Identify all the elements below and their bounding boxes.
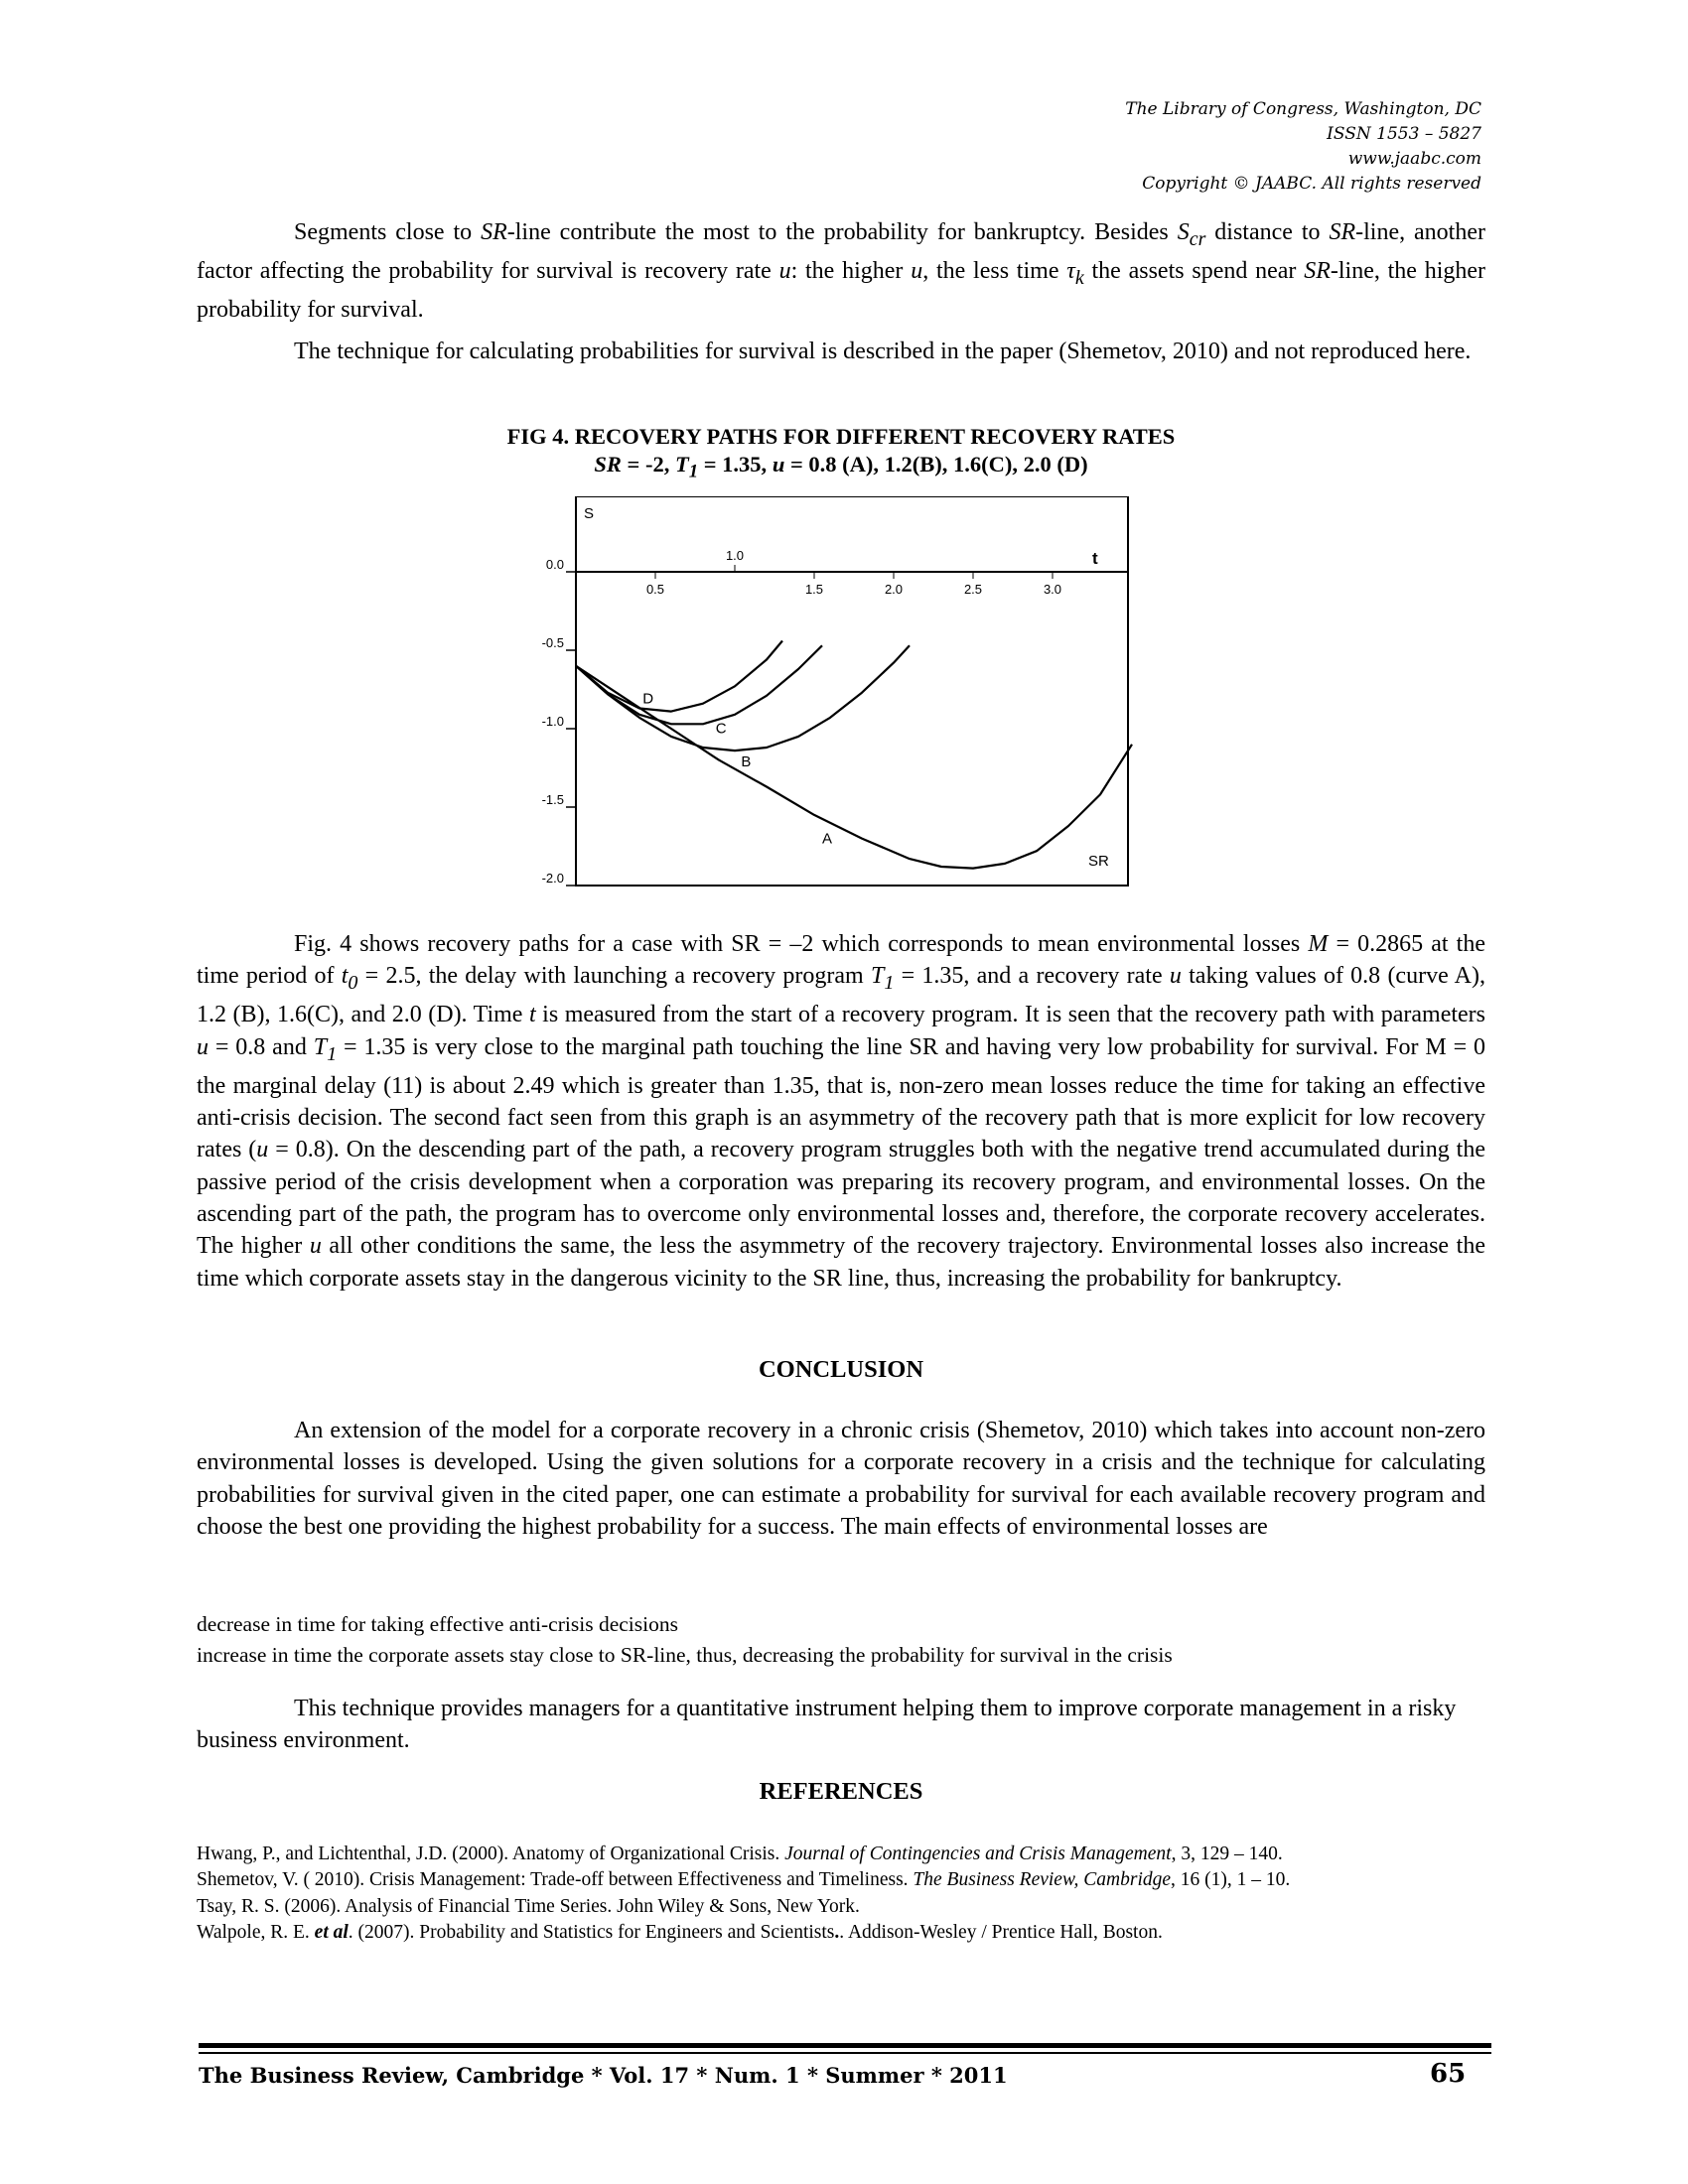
y-tick-label: -1.0 (541, 714, 564, 729)
conclusion-heading: CONCLUSION (758, 1356, 924, 1383)
reference-tsay: Tsay, R. S. (2006). Analysis of Financial Time Series. John Wiley & Sons, New York. (197, 1895, 860, 1917)
header-library: The Library of Congress, Washington, DC (1125, 99, 1481, 119)
y-tick-label: -2.0 (541, 871, 564, 886)
recovery-paths-chart (536, 496, 1152, 893)
references-heading: REFERENCES (759, 1778, 923, 1805)
closing-paragraph: This technique provides managers for a quantitative instrument helping them to improve corporate management in a risky business environment. (197, 1696, 1457, 1754)
reference-walpole: Walpole, R. E. et al. (2007). Probability and Statistics for Engineers and Scientists.. Addison-Wesley / Prentice Hall, Boston. (197, 1921, 1163, 1943)
curve-label-c: C (715, 720, 727, 738)
footer-journal: The Business Review, Cambridge * Vol. 17 * Num. 1 * Summer * 2011 (199, 2063, 1008, 2088)
page-number: 65 (1430, 2059, 1467, 2089)
references-list (197, 1842, 1487, 1946)
x-tick-label: 0.5 (645, 582, 665, 597)
x-tick-label: 2.0 (884, 582, 904, 597)
curve-c (576, 645, 822, 724)
curve-label-b: B (741, 752, 752, 770)
curve-a (576, 666, 1132, 869)
curve-d (576, 641, 782, 712)
x-tick-label-above: 1.0 (725, 548, 745, 563)
figure-caption: FIG 4. RECOVERY PATHS FOR DIFFERENT RECOVERY RATES (506, 424, 1176, 449)
effect-item-2: increase in time the corporate assets stay close to SR-line, thus, decreasing the probability for survival in the crisis (197, 1643, 1173, 1667)
y-tick-label: -1.5 (541, 792, 564, 807)
running-header (1125, 97, 1481, 197)
intro-paragraph-2: The technique for calculating probabilities for survival is described in the paper (Shemetov, 2010) and not reproduced here. (294, 339, 1472, 364)
sr-line-label: SR (1088, 853, 1109, 870)
header-website: www.jaabc.com (1347, 149, 1481, 169)
x-tick-label: 1.5 (804, 582, 824, 597)
effect-item-1: decrease in time for taking effective anti-crisis decisions (197, 1612, 678, 1636)
y-tick-label: 0.0 (545, 557, 564, 572)
conclusion-paragraph: An extension of the model for a corporate recovery in a chronic crisis (Shemetov, 2010) which takes into account non-zero environmental losses is developed. Using the given solutions for a corporate recovery in a crisis and the technique for calculating probabilities for survival given in the cited paper, one can estimate a probability for survival for each available recovery program and choose the best one providing the highest probability for a success. The main effects of environmental losses are (197, 1418, 1485, 1540)
plot-frame (576, 496, 1128, 886)
figure-title (197, 423, 1485, 486)
intro-paragraph-1: Segments close to SR-line contribute the most to the probability for bankruptcy. Besides $S_{cr}$ distance to SR-line, another factor affecting the probability for survival is recovery rate u: the higher u, the less time $\tau_k$ the assets spend near SR-line, the higher probability for survival. (197, 219, 1486, 324)
y-axis-label: S (584, 505, 595, 522)
y-tick-label: -0.5 (541, 635, 564, 650)
x-tick-label: 3.0 (1043, 582, 1062, 597)
effects-list (197, 1609, 1173, 1671)
header-copyright: Copyright © JAABC. All rights reserved (1142, 174, 1481, 194)
footer-rule-thick (199, 2043, 1491, 2048)
curve-label-d: D (642, 690, 654, 708)
header-issn: ISSN 1553 – 5827 (1327, 124, 1481, 144)
footer-rule-thin (199, 2052, 1491, 2054)
discussion-paragraph: Fig. 4 shows recovery paths for a case with SR = –2 which corresponds to mean environmental losses M = 0.2865 at the time period of $t_0 = 2.5$, the delay with launching a recovery program $T_1 = 1.35$, and a recovery rate u taking values of 0.8 (curve A), 1.2 (B), 1.6(C), and 2.0 (D). Time t is measured from the start of a recovery program. It is seen that the recovery path with parameters u = 0.8 and $T_1 = 1.35$ is very close to the marginal path touching the line SR and having very low probability for survival. For M = 0 the marginal delay (11) is about 2.49 which is greater than 1.35, that is, non-zero mean losses reduce the time for taking an effective anti-crisis decision. The second fact seen from this graph is an asymmetry of the recovery path that is more explicit for low recovery rates (u = 0.8). On the descending part of the path, a recovery program struggles both with the negative trend accumulated during the passive period of the crisis development when a corporation was preparing its recovery program, and environmental losses. On the ascending part of the path, the program has to overcome only environmental losses and, therefore, the corporate recovery accelerates. The higher u all other conditions the same, the less the asymmetry of the recovery trajectory. Environmental losses also increase the time which corporate assets stay in the dangerous vicinity to the SR line, thus, increasing the probability for bankruptcy. (197, 931, 1486, 1292)
reference-hwang: Hwang, P., and Lichtenthal, J.D. (2000). Anatomy of Organizational Crisis. Journal of Contingencies and Crisis Management, 3, 129 – 140. (197, 1843, 1283, 1864)
reference-shemetov: Shemetov, V. ( 2010). Crisis Management: Trade-off between Effectiveness and Timeliness. The Business Review, Cambridge, 16 (1), 1 – 10. (197, 1869, 1291, 1891)
x-tick-label: 2.5 (963, 582, 983, 597)
figure-parameters: SR = -2, $T_1 = 1.35$, u = 0.8 (A), 1.2(B), 1.6(C), 2.0 (D) (594, 452, 1088, 482)
x-axis-label: t (1092, 549, 1098, 568)
curve-label-a: A (822, 830, 833, 848)
